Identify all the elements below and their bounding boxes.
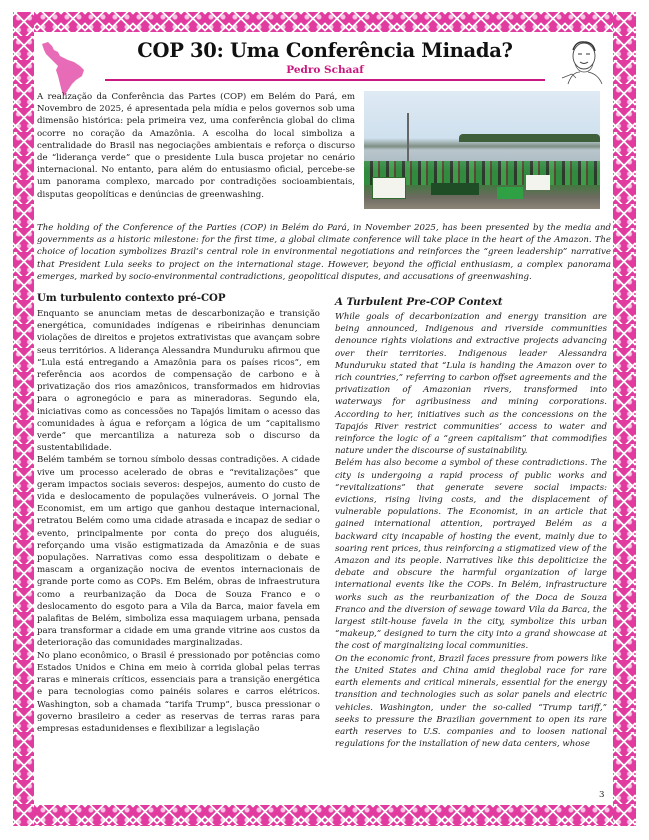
decorative-border-bottom [13, 805, 636, 826]
section-heading-english: A Turbulent Pre-COP Context [335, 296, 503, 308]
body-portuguese [37, 308, 320, 735]
paragraph: On the economic front, Brazil faces pressure from powers like the United States and China amid theglobal race for rare earth elements and critical minerals, essential for the energy transition and technologies such as solar panels and electric vehicles. Washington, under the so-called “Trump tariff,” seeks to pressure the Brazilian government to open its rare earth reserves to U.S. companies and to loosen national regulations for the installation of new data centers, whose [335, 653, 607, 750]
paragraph: Belém também se tornou símbolo dessas contradições. A cidade vive um processo acelerado de obras e “revitalizações” que geram impactos sociais severos: despejos, aumento do custo de vida e deslocamento de populações vulneráveis. O jornal The Economist, em um artigo que ganhou destaque internacional, retratou Belém como uma cidade atrasada e incapaz de sediar o evento, principalmente por conta do preço dos aluguéis, reforçando uma visão estigmatizada da Amazônia e de suas populações. Narrativas como essa despolitizam o debate e mascam a organização nociva de eventos internacionais de grande porte como as COPs. Em Belém, obras de infraestrutura como a reurbanização da Doca de Souza Franco e o deslocamento do esgoto para a Vila da Barca, maior favela em palafitas de Belém, simboliza essa maquiagem urbana, pensada para transformar a cidade em uma grande vitrine aos custos da deterioração das comunidades marginalizadas. [37, 455, 320, 649]
paragraph: No plano econômico, o Brasil é pressionado por potências como Estados Unidos e China em meio à corrida global pelas terras raras e minerais críticos, essenciais para a transição energética e para tecnologias como painéis solares e carros elétricos. Washington, sob a chamada “tarifa Trump”, busca pressionar o governo brasileiro a ceder as reservas de terras raras para empresas estadunidenses e flexibilizar a legislação [37, 650, 320, 734]
title-divider [105, 79, 545, 81]
body-english [335, 311, 607, 750]
page-number: 3 [599, 790, 605, 800]
photo-banner [526, 175, 550, 190]
section-heading-portuguese: Um turbulento contexto pré-COP [37, 292, 226, 304]
paragraph: Belém has also become a symbol of these contradictions. The city is undergoing a rapid process of public works and “revitalizations” that generate severe social impacts: evictions, rising living costs, and the displacement of vulnerable populations. The Economist, in an article that gained international attention, portrayed Belém as a backward city incapable of hosting the event, mainly due to soaring rent prices, thus reinforcing a stigmatized view of the Amazon and its people. Narratives like this depoliticize the debate and obscure the harmful organization of large international events like the COPs. In Belém, infrastructure works such as the reurbanization of the Doca de Souza Franco and the diversion of sewage toward Vila da Barca, the largest stilt-house favela in the city, symbolize this urban “makeup,” designed to turn the city into a grand showcase at the cost of marginalizing local communities. [335, 458, 607, 652]
article-title: COP 30: Uma Conferência Minada? [137, 39, 513, 62]
paragraph: Enquanto se anunciam metas de descarbonização e transição energética, comunidades indígenas e ribeirinhas denunciam violações de direitos e projetos extrativistas que avançam sobre seus territórios. A liderança Alessandra Munduruku afirmou que “Lula está entregando a Amazônia para os países ricos”, em referência aos acordos de compensação de carbono e à privatização dos rios amazônicos, transformados em hidrovias para o agronegócio e para as mineradoras. Segundo ela, iniciativas como as concessões no Tapajós limitam o acesso das comunidades à água e reforçam a lógica de um “capitalismo verde” que mercantiliza a natureza sob o discurso da sustentabilidade. [37, 309, 320, 454]
photo-banner [431, 183, 479, 195]
photo-forest-horizon [459, 134, 600, 142]
photo-banner [497, 187, 523, 199]
author-byline: Pedro Schaaf [286, 64, 364, 76]
intro-english: The holding of the Conference of the Parties (COP) in Belém do Pará, in November 2025, has been presented by the media and governments as a historic milestone: for the first time, a global climate conference will take place in the heart of the Amazon. The choice of location symbolizes Brazil’s central role in environmental negotiations and reinforces the “green leadership” narrative that President Lula seeks to project on the international stage. However, beyond the official enthusiasm, a complex panorama emerges, marked by socio-environmental contradictions, geopolitical disputes, and accusations of greenwashing. [37, 223, 611, 282]
photo-lamp-pole [407, 113, 409, 163]
decorative-border-right [613, 12, 636, 826]
decorative-border-left [13, 12, 34, 826]
paragraph: While goals of decarbonization and energy transition are being announced, Indigenous and riverside communities denounce rights violations and extractive projects advancing over their territories. Indigenous leader Alessandra Munduruku stated that “Lula is handing the Amazon over to rich countries,” referring to carbon offset agreements and the privatization of Amazonian rivers, transformed into waterways for agribusiness and mining corporations. According to her, initiatives such as the concessions on the Tapajós River restrict communities’ access to water and reinforce the logic of a “green capitalism” that commodifies nature under the discourse of sustainability. [335, 312, 607, 457]
photo-banner [372, 177, 406, 199]
decorative-border-top [13, 12, 636, 32]
intro-portuguese: A realização da Conferência das Partes (COP) em Belém do Pará, em Novembro de 2025, é apresentada pela mídia e pelos governos sob uma dimensão histórica: pela primeira vez, uma conferência global do clima ocorre no coração da Amazônia. A escolha do local simboliza a centralidade do Brasil nas negociações ambientais e reforça o discurso de “liderança verde” que o presidente Lula busca projetar no cenário internacional. No entanto, para além do entusiasmo oficial, percebe-se um panorama complexo, marcado por contradições socioambientais, disputas geopolíticas e denúncias de greenwashing. [37, 92, 355, 200]
activists-photo [364, 91, 600, 209]
